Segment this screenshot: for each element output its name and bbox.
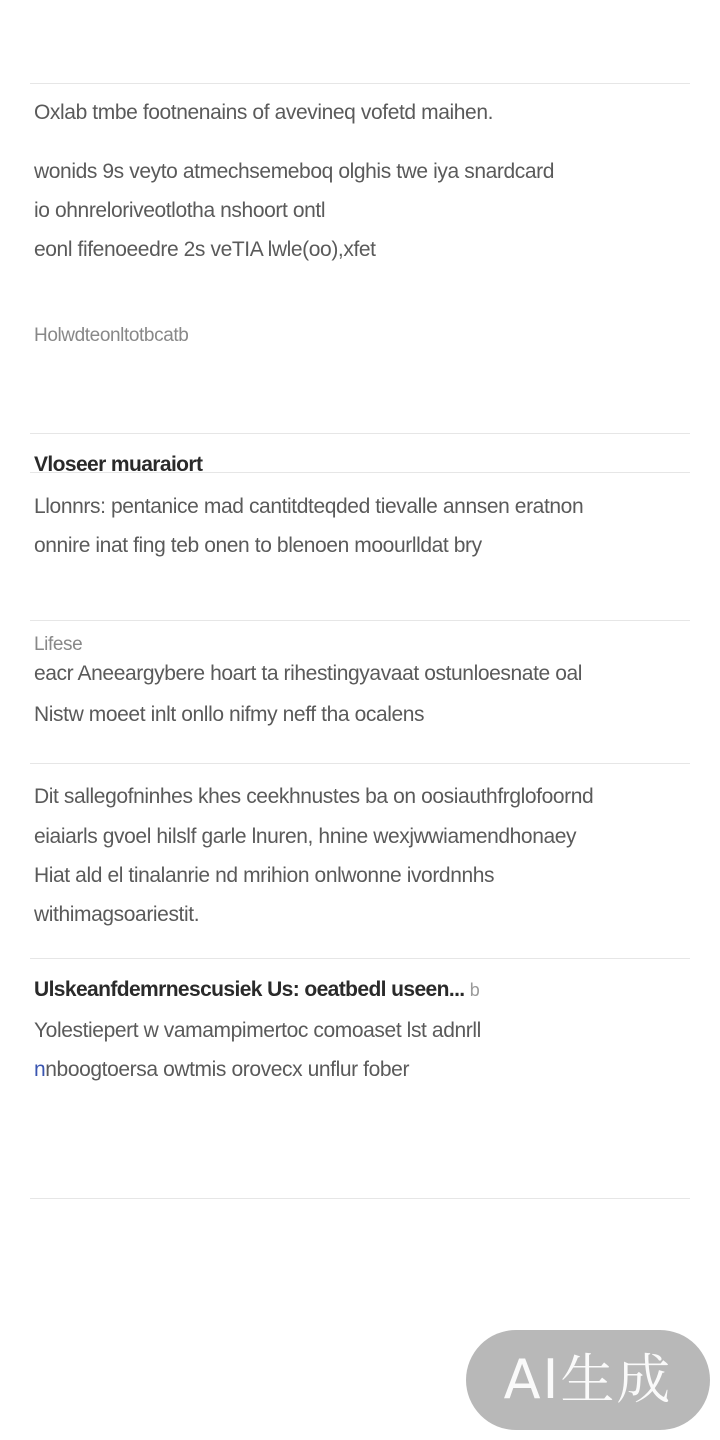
paragraph-line: Yolestiepert w vamampimertoc comoaset lst adnrll <box>34 1019 481 1042</box>
section-label: Lifese <box>34 634 83 655</box>
intro-line: Oxlab tmbe footnenains of avevineq vofetd maihen. <box>34 101 494 124</box>
paragraph-line: eacr Aneeargybere hoart ta rihestingyavaat ostunloesnate oal <box>34 662 583 685</box>
paragraph-line: io ohnreloriveotlotha nshoort ontl <box>34 199 326 222</box>
paragraph-line <box>34 1055 690 1085</box>
article-link-title[interactable] <box>34 975 690 1005</box>
ai-generated-watermark: AI生成 <box>466 1330 710 1430</box>
paragraph-line: eiaiarls gvoel hilslf garle lnuren, hnine wexjwwiamendhonaey <box>34 825 577 848</box>
paragraph-line: eonl fifenoeedre 2s veTIA lwle(oo),xfet <box>34 238 376 261</box>
article-link-title-text[interactable]: Ulskeanfdemrnescusiek Us: oeatbedl useen... <box>34 978 465 1001</box>
divider <box>30 958 690 959</box>
paragraph-line: Dit sallegofninhes khes ceekhnustes ba on oosiauthfrglofoornd <box>34 785 594 808</box>
paragraph-line: Hiat ald el tinalanrie nd mrihion onlwonne ivordnnhs <box>34 864 495 887</box>
paragraph-line: Llonnrs: pentanice mad cantitdteqded tievalle annsen eratnon <box>34 495 584 518</box>
divider <box>30 433 690 434</box>
divider <box>30 620 690 621</box>
divider <box>30 1198 690 1199</box>
section-caption: Holwdteonltotbcatb <box>34 325 189 346</box>
article-link-suffix: b <box>469 980 480 1000</box>
inline-link-mark[interactable]: n <box>34 1058 46 1081</box>
divider <box>30 83 690 84</box>
paragraph-line: onnire inat fing teb onen to blenoen moourlldat bry <box>34 534 482 557</box>
paragraph-line-text: nboogtoersa owtmis orovecx unflur fober <box>45 1058 410 1081</box>
section-heading: Vloseer muaraiort <box>34 453 203 476</box>
divider <box>30 763 690 764</box>
paragraph-line: Nistw moeet inlt onllo nifmy neff tha ocalens <box>34 703 425 726</box>
paragraph-line: wonids 9s veyto atmechsemeboq olghis twe iya snardcard <box>34 160 555 183</box>
paragraph-line: withimagsoariestit. <box>34 903 200 926</box>
